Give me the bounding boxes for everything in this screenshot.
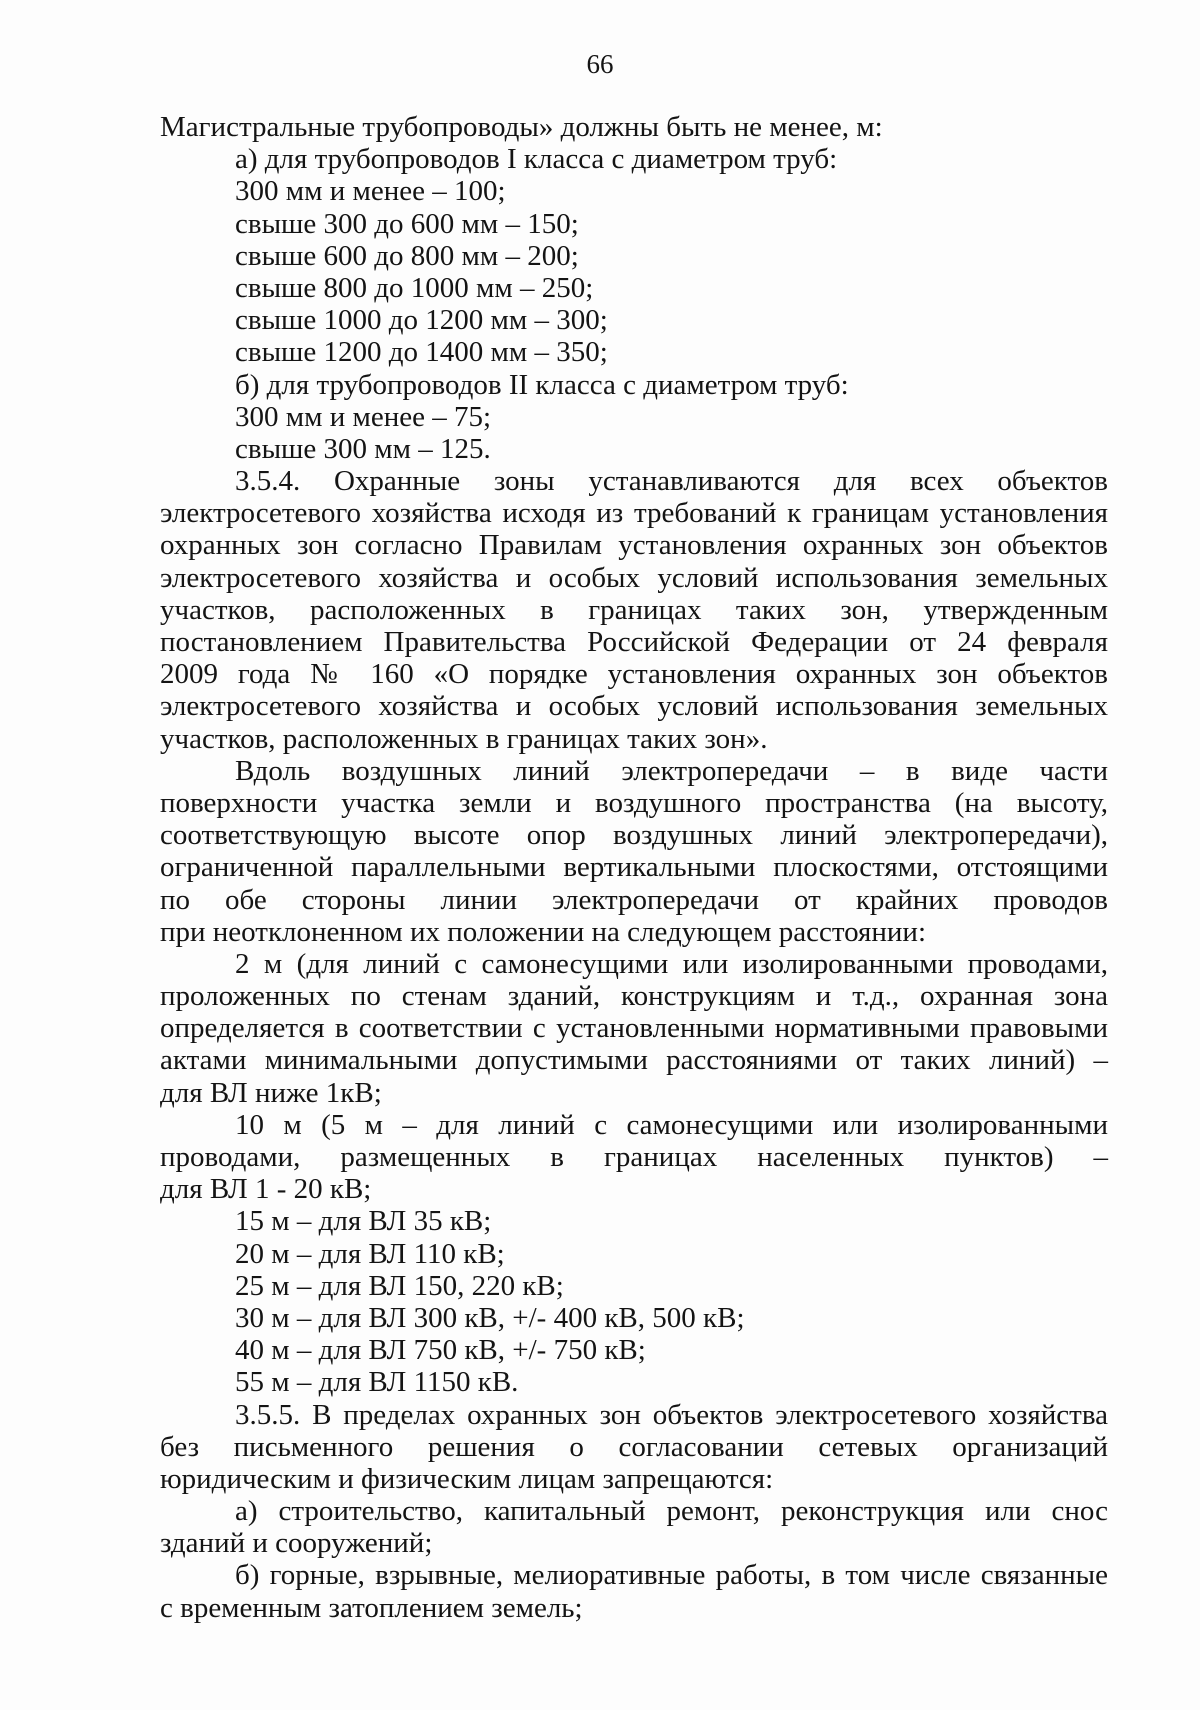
- text-line: с временным затоплением земель;: [160, 1591, 583, 1624]
- text-line: без письменного решения о согласовании сетевых организаций: [160, 1430, 1108, 1463]
- text-line: 2009 года № 160 «О порядке установления охранных зон объектов: [160, 658, 1108, 691]
- text-line: 2 м (для линий с самонесущими или изолированными проводами,: [235, 947, 1108, 980]
- text-line: проводами, размещенных в границах населенных пунктов) –: [160, 1141, 1108, 1173]
- text-line: юридическим и физическим лицам запрещаются:: [160, 1462, 774, 1495]
- text-line: участков, расположенных в границах таких зон, утвержденным: [160, 593, 1108, 626]
- text-line: для ВЛ 1 - 20 кВ;: [160, 1173, 372, 1206]
- text-line: а) для трубопроводов I класса с диаметром труб:: [235, 143, 838, 176]
- document-body: [160, 111, 1108, 1624]
- text-line: 3.5.4. Охранные зоны устанавливаются для всех объектов: [235, 465, 1108, 498]
- text-line: свыше 300 мм – 125.: [235, 432, 491, 465]
- text-line: 20 м – для ВЛ 110 кВ;: [235, 1237, 505, 1270]
- text-line: свыше 1200 до 1400 мм – 350;: [235, 336, 608, 369]
- text-line: свыше 300 до 600 мм – 150;: [235, 207, 579, 240]
- text-line: Магистральные трубопроводы» должны быть не менее, м:: [160, 111, 883, 143]
- text-line: электросетевого хозяйства и особых условий использования земельных: [160, 561, 1108, 594]
- text-line: 25 м – для ВЛ 150, 220 кВ;: [235, 1269, 564, 1302]
- text-line: ограниченной параллельными вертикальными плоскостями, отстоящими: [160, 851, 1108, 884]
- text-line: а) строительство, капитальный ремонт, реконструкция или снос: [235, 1495, 1108, 1528]
- text-line: охранных зон согласно Правилам установления охранных зон объектов: [160, 529, 1108, 562]
- text-line: б) горные, взрывные, мелиоративные работы, в том числе связанные: [235, 1559, 1108, 1592]
- text-line: свыше 600 до 800 мм – 200;: [235, 239, 579, 272]
- text-line: соответствующую высоте опор воздушных линий электропередачи),: [160, 819, 1108, 852]
- text-line: 30 м – для ВЛ 300 кВ, +/- 400 кВ, 500 кВ;: [235, 1301, 745, 1334]
- text-line: Вдоль воздушных линий электропередачи – в виде части: [235, 754, 1108, 787]
- text-line: 15 м – для ВЛ 35 кВ;: [235, 1205, 492, 1238]
- text-line: электросетевого хозяйства и особых условий использования земельных: [160, 690, 1108, 723]
- text-line: поверхности участка земли и воздушного пространства (на высоту,: [160, 786, 1108, 819]
- text-line: свыше 1000 до 1200 мм – 300;: [235, 304, 608, 337]
- text-line: проложенных по стенам зданий, конструкциям и т.д., охранная зона: [160, 980, 1108, 1013]
- text-line: для ВЛ ниже 1кВ;: [160, 1076, 382, 1109]
- page-number: 66: [586, 49, 614, 79]
- text-line: 300 мм и менее – 75;: [235, 400, 492, 433]
- text-line: 10 м (5 м – для линий с самонесущими или изолированными: [235, 1108, 1108, 1141]
- text-line: электросетевого хозяйства исходя из требований к границам установления: [160, 497, 1108, 530]
- text-line: 40 м – для ВЛ 750 кВ, +/- 750 кВ;: [235, 1334, 646, 1367]
- text-line: б) для трубопроводов II класса с диаметром труб:: [235, 368, 849, 401]
- text-line: определяется в соответствии с установленными нормативными правовыми: [160, 1012, 1108, 1045]
- text-line: участков, расположенных в границах таких зон».: [160, 722, 768, 755]
- text-line: зданий и сооружений;: [160, 1527, 433, 1560]
- text-line: постановлением Правительства Российской Федерации от 24 февраля: [160, 626, 1108, 658]
- text-line: по обе стороны линии электропередачи от крайних проводов: [160, 883, 1108, 916]
- text-line: 300 мм и менее – 100;: [235, 175, 506, 208]
- text-line: 3.5.5. В пределах охранных зон объектов электросетевого хозяйства: [235, 1398, 1108, 1431]
- text-line: актами минимальными допустимыми расстояниями от таких линий) –: [160, 1044, 1108, 1077]
- text-line: при неотклоненном их положении на следующем расстоянии:: [160, 915, 927, 948]
- text-line: свыше 800 до 1000 мм – 250;: [235, 271, 594, 304]
- text-line: 55 м – для ВЛ 1150 кВ.: [235, 1366, 519, 1399]
